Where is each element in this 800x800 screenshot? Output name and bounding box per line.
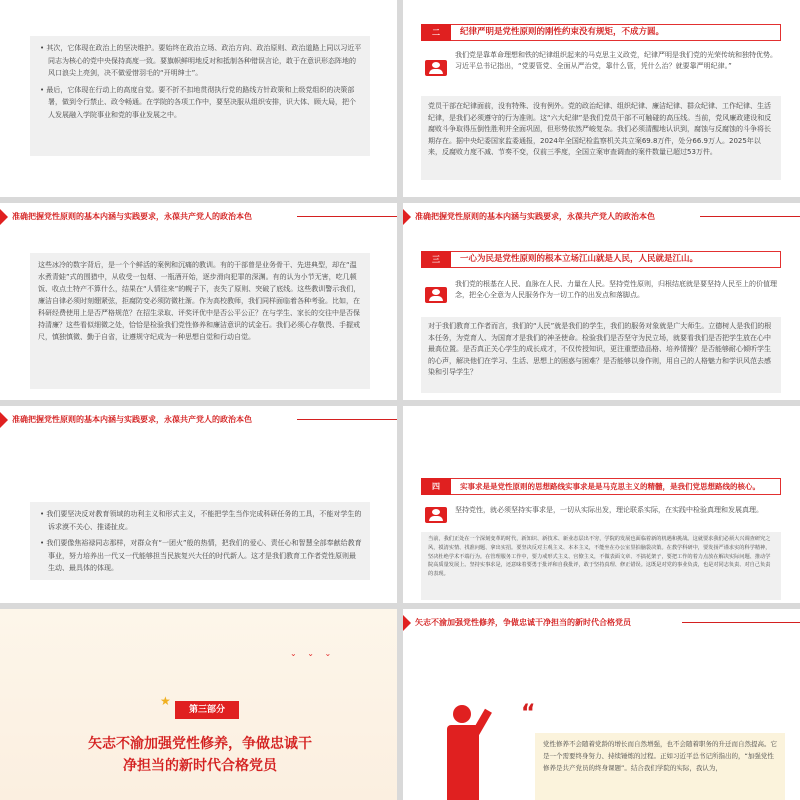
section-title [50,733,350,777]
paragraph: 这些冰冷的数字背后，是一个个鲜活的案例和沉痛的教训。有的干部曾是业务骨干、先进典型，却在“温水煮青蛙”式的围猎中，从收受一包烟、一瓶酒开始，逐步滑向犯罪的深渊。有的认为小节无害，吃几顿饭、收点土特产不算什么，结果在“人情往来”的幌子下，丧失了原则、突破了底线。这些教训警示我们，廉洁自律必须时刻绷紧弦，拒腐防变必须防微杜渐。作为高校教师，我们同样面临着各种考验。比如，在科研经费使用上是否严格规范？在招生录取、评奖评优中是否公平公正？在与学生、家长的交往中是否保持清廉？这些看似细微之处，恰恰是检验我们党性修养和廉洁意识的试金石。我们必须心存敬畏、手握戒尺，慎独慎微、勤于自省，让遵规守纪成为一种思想自觉和行动自觉。 [38,261,361,341]
content-box [30,253,370,389]
header-marker [0,412,8,428]
star-icon: ★ [160,694,171,708]
paragraph: 党性修养不会随着党龄的增长而自然增强，也不会随着职务的升迁而自然提高。它是一个需要终身努力、持续锤炼的过程。正如习近平总书记所指出的，“加强党性修养是共产党员的终身课题”。结合我们学院的实际，我认为， [543,740,777,772]
person-icon [425,507,447,523]
section-number: 二 [421,24,451,41]
slide-thumbnail-5[interactable] [0,406,397,603]
content-box [30,36,370,156]
content-box [421,96,781,180]
section-heading [421,251,781,268]
section-heading [421,24,781,41]
speaker-figure-icon [435,705,495,800]
intro-text: 坚持党性，就必须坚持实事求是，一切从实际出发，理论联系实际，在实践中检验真理和发展真理。 [455,506,763,514]
section-heading [421,478,781,495]
section-title: 实事求是是党性原则的思想路线实事求是是马克思主义的精髓，是我们党思想路线的核心。 [460,482,760,491]
slide-thumbnail-4[interactable] [403,203,800,400]
paragraph: • 其次，它体现在政治上的坚决维护。要始终在政治立场、政治方向、政治原则、政治道路上同以习近平同志为核心的党中央保持高度一致。要旗帜鲜明地反对和抵制各种错误言论，敢于在意识形态阵地的风口浪尖上亮剑，决不做爱惜羽毛的“开明绅士”。 [40,44,362,77]
content-box [30,502,370,580]
intro-text: 我们党的根基在人民、血脉在人民、力量在人民。坚持党性原则，归根结底就是要坚持人民至上的价值理念，把全心全意为人民服务作为一切工作的出发点和落脚点。 [455,280,777,299]
person-icon [425,60,447,76]
slide-thumbnail-1[interactable] [0,0,397,197]
header-marker [403,615,411,631]
header-marker [0,209,8,225]
bird-decoration: ⌄ ⌄ ⌄ [290,649,336,658]
header-label: 准确把握党性原则的基本内涵与实践要求，永葆共产党人的政治本色 [12,212,252,221]
slide-header [403,209,800,225]
content-box [421,532,781,600]
paragraph: 对于我们教育工作者而言，我们的“人民”就是我们的学生，我们的服务对象就是广大师生。立德树人是我们的根本任务，为党育人、为国育才是我们的神圣使命。检验我们是否坚守为民立场，就要看我们是否把学生放在心中最高位置。是否真正关心学生的成长成才，不仅传授知识，更注重塑造品格、培养情操？是否能够耐心倾听学生的心声，解决他们在学习、生活、思想上的困惑与困难？是否能够以身作则，用自己的人格魅力和学识风范去感染和引导学生？ [428,322,772,376]
header-rule [700,216,800,217]
slide-thumbnail-6[interactable] [403,406,800,603]
title-line: 净担当的新时代合格党员 [123,758,277,774]
person-icon [425,287,447,303]
paragraph: • 我们要坚决反对教育领域的功利主义和形式主义，不能把学生当作完成科研任务的工具，不能对学生的诉求漠不关心、推诿扯皮。 [40,510,362,531]
slide-thumbnail-7[interactable] [0,609,397,800]
quote-mark: “ [521,701,536,726]
section-badge: 第三部分 [175,701,239,719]
content-box [421,317,781,393]
header-marker [403,209,411,225]
slide-thumbnail-3[interactable] [0,203,397,400]
header-rule [297,216,397,217]
slide-thumbnail-2[interactable] [403,0,800,197]
header-label: 矢志不渝加强党性修养，争做忠诚干净担当的新时代合格党员 [415,618,631,627]
quote-box [535,733,785,800]
paragraph: 党员干部在纪律面前，没有特殊、没有例外。党的政治纪律、组织纪律、廉洁纪律、群众纪律、工作纪律、生活纪律，是我们必须遵守的行为准则。这“六大纪律”是我们党员干部不可触碰的高压线。当前，党风廉政建设和反腐败斗争取得压倒性胜利并全面巩固，但形势依然严峻复杂。我们必须清醒地认识到，腐蚀与反腐蚀的斗争将长期存在。据中央纪委国家监委通报，2024年全国纪检监察机关共立案69.8万件，处分66.9万人。2025年以来，反腐败力度不减、节奏不变，仅前三季度，全国立案审查调查的案件数量已超过53万件。 [428,102,772,156]
section-title: 纪律严明是党性原则的刚性约束没有规矩，不成方圆。 [460,27,665,37]
intro-text: 我们党是靠革命理想和铁的纪律组织起来的马克思主义政党，纪律严明是我们党的光荣传统和独特优势。习近平总书记指出，“党要管党、全面从严治党，靠什么管，凭什么治？就要靠严明纪律。” [455,51,777,70]
slide-header [0,209,397,225]
section-title: 一心为民是党性原则的根本立场江山就是人民，人民就是江山。 [460,254,699,264]
header-label: 准确把握党性原则的基本内涵与实践要求，永葆共产党人的政治本色 [415,212,655,221]
slide-header [0,412,397,428]
header-label: 准确把握党性原则的基本内涵与实践要求，永葆共产党人的政治本色 [12,415,252,424]
header-rule [297,419,397,420]
section-number: 四 [421,478,451,495]
slide-header [403,615,800,631]
header-rule [682,622,800,623]
paragraph: • 最后，它体现在行动上的高度自觉。要不折不扣地贯彻执行党的路线方针政策和上级党组织的决策部署，做到令行禁止、政令畅通。在学院的各项工作中，要坚决服从组织安排，识大体、顾大局，把个人发展融入学院事业和党的事业发展之中。 [40,85,356,119]
paragraph: • 我们要像焦裕禄同志那样，对群众有“一团火”般的热情，把我们的爱心、责任心和智慧全部奉献给教育事业，努力培养出一代又一代能够担当民族复兴大任的时代新人。这才是我们教育工作者党性原则最生动、最具体的体现。 [40,539,362,572]
title-line: 矢志不渝加强党性修养，争做忠诚干 [88,736,312,752]
paragraph: 当前，我们正处在一个深刻变革的时代，新知识、新技术、新业态层出不穷，学院的发展也面临着新的机遇和挑战。这就要求我们必须大兴调查研究之风，摸清实情、找准问题、拿出实招。要坚决反对主观主义、本本主义，不能坐在办公室里拍脑袋决策。在教学科研中，要发扬严谨求实的科学精神，坚决杜绝学术不端行为。在管理服务工作中，要力戒形式主义、官僚主义，不做表面文章、不搞花架子，要把工作的着力点放在解决实际问题、推动学院高质量发展上。坚持实事求是，还意味着要勇于批评和自我批评，敢于坚持真理、修正错误。这既是对党的事业负责，也是对同志负责、对自己负责的表现。 [428,536,771,578]
section-number: 三 [421,251,451,268]
slide-thumbnail-8[interactable] [403,609,800,800]
